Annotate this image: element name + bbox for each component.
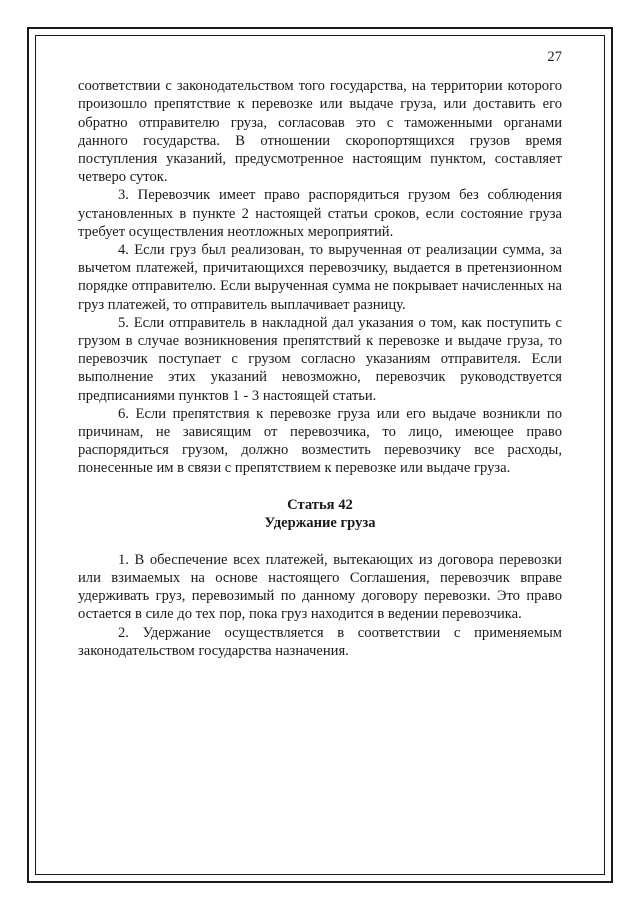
paragraph-item-6: 6. Если препятствия к перевозке груза или его выдаче возникли по причинам, не зависящим от перевозчика, то лицо, имеющее право распорядиться грузом, должно возместить перевозчику все расходы, понесенные им в связи с препятствием к перевозке или выдаче груза. — [78, 405, 562, 477]
page-number: 27 — [547, 49, 562, 65]
article-paragraph-2: 2. Удержание осуществляется в соответствии с применяемым законодательством государства назначения. — [78, 624, 562, 659]
paragraph-item-4: 4. Если груз был реализован, то вырученная от реализации сумма, за вычетом платежей, причитающихся перевозчику, выдается в претензионном порядке отправителю. Если вырученная сумма не покрывает начисленных на груз платежей, то отправитель выплачивает разницу. — [78, 242, 562, 313]
paragraph-continuation: соответствии с законодательством того государства, на территории которого произошло препятствие к перевозке или выдаче груза, или доставить его обратно отправителю груза, согласовав это с таможенными органами данного государства. В отношении скоропортящихся грузов время поступления указаний, предусмотренное настоящим пунктом, составляет четверо суток. — [78, 78, 562, 186]
paragraph-item-5: 5. Если отправитель в накладной дал указания о том, как поступить с грузом в случае возникновения препятствий к перевозке и выдаче груза, то перевозчик поступает с грузом согласно указаниям отправителя. Если выполнение этих указаний невозможно, перевозчик руководствуется предписаниями пунктов 1 - 3 настоящей статьи. — [78, 314, 562, 404]
document-page — [78, 48, 562, 660]
article-paragraph-1: 1. В обеспечение всех платежей, вытекающих из договора перевозки или взимаемых на основе настоящего Соглашения, перевозчик вправе удерживать груз, перевозимый по данному договору перевозки. Это право остается в силе до тех пор, пока груз находится в ведении перевозчика. — [78, 551, 562, 623]
paragraph-item-3: 3. Перевозчик имеет право распорядиться грузом без соблюдения установленных в пункте 2 настоящей статьи сроков, если состояние груза требует осуществления неотложных мероприятий. — [78, 187, 562, 240]
article-title: Удержание груза — [264, 515, 376, 532]
article-heading — [78, 496, 562, 533]
article-number: Статья 42 — [287, 496, 353, 513]
